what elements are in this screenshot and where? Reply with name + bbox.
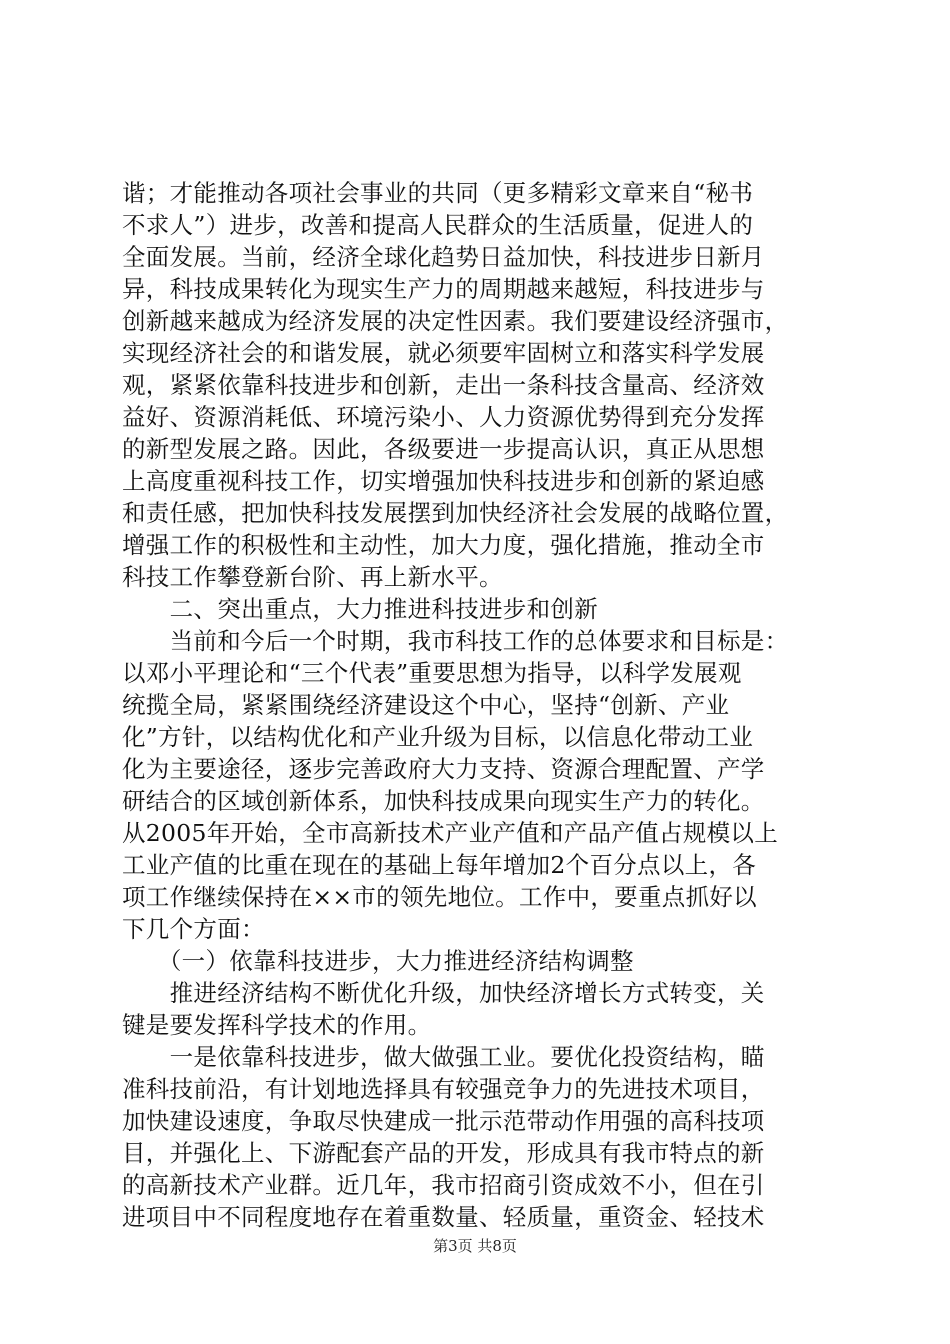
text-line: 从2005年开始，全市高新技术产业产值和产品产值占规模以上 xyxy=(122,819,779,847)
text-line: 当前和今后一个时期，我市科技工作的总体要求和目标是： xyxy=(122,627,789,655)
page-footer: 第3页 共8页 xyxy=(433,1237,517,1255)
text-line: 工业产值的比重在现在的基础上每年增加2个百分点以上，各 xyxy=(122,851,757,879)
text-line: 进项目中不同程度地存在着重数量、轻质量，重资金、轻技术 xyxy=(122,1203,765,1231)
text-line: 谐；才能推动各项社会事业的共同（更多精彩文章来自“秘书 xyxy=(122,179,754,207)
text-line: 观，紧紧依靠科技进步和创新，走出一条科技含量高、经济效 xyxy=(122,371,765,399)
document-body xyxy=(122,177,832,1233)
text-line: 益好、资源消耗低、环境污染小、人力资源优势得到充分发挥 xyxy=(122,403,765,431)
text-line: 统揽全局，紧紧围绕经济建设这个中心，坚持“创新、产业 xyxy=(122,691,730,719)
text-line: 化”方针，以结构优化和产业升级为目标，以信息化带动工业 xyxy=(122,723,754,751)
text-line: 的新型发展之路。因此，各级要进一步提高认识，真正从思想 xyxy=(122,435,765,463)
text-line: 实现经济社会的和谐发展，就必须要牢固树立和落实科学发展 xyxy=(122,339,765,367)
text-line: 异，科技成果转化为现实生产力的周期越来越短，科技进步与 xyxy=(122,275,765,303)
text-line: 推进经济结构不断优化升级，加快经济增长方式转变，关 xyxy=(122,979,765,1007)
text-line: 化为主要途径，逐步完善政府大力支持、资源合理配置、产学 xyxy=(122,755,765,783)
text-line: 全面发展。当前，经济全球化趋势日益加快，科技进步日新月 xyxy=(122,243,765,271)
section-heading: 二、突出重点，大力推进科技进步和创新 xyxy=(122,595,598,623)
text-line: 准科技前沿，有计划地选择具有较强竞争力的先进技术项目， xyxy=(122,1075,765,1103)
text-line: 和责任感，把加快科技发展摆到加快经济社会发展的战略位置， xyxy=(122,499,789,527)
text-line: 研结合的区域创新体系，加快科技成果向现实生产力的转化。 xyxy=(122,787,765,815)
text-line: 增强工作的积极性和主动性，加大力度，强化措施，推动全市 xyxy=(122,531,765,559)
text-line: 不求人”）进步，改善和提高人民群众的生活质量，促进人的 xyxy=(122,211,754,239)
text-line: 下几个方面： xyxy=(122,915,265,943)
subsection-heading: （一）依靠科技进步，大力推进经济结构调整 xyxy=(122,947,634,975)
text-line: 的高新技术产业群。近几年，我市招商引资成效不小，但在引 xyxy=(122,1171,765,1199)
text-line: 加快建设速度，争取尽快建成一批示范带动作用强的高科技项 xyxy=(122,1107,765,1135)
text-line: 键是要发挥科学技术的作用。 xyxy=(122,1011,432,1039)
text-line: 以邓小平理论和“三个代表”重要思想为指导，以科学发展观 xyxy=(122,659,742,687)
text-line: 科技工作攀登新台阶、再上新水平。 xyxy=(122,563,503,591)
text-line: 上高度重视科技工作，切实增强加快科技进步和创新的紧迫感 xyxy=(122,467,765,495)
text-line: 项工作继续保持在××市的领先地位。工作中，要重点抓好以 xyxy=(122,883,757,911)
text-line: 一是依靠科技进步，做大做强工业。要优化投资结构，瞄 xyxy=(122,1043,765,1071)
text-line: 目，并强化上、下游配套产品的开发，形成具有我市特点的新 xyxy=(122,1139,765,1167)
text-line: 创新越来越成为经济发展的决定性因素。我们要建设经济强市， xyxy=(122,307,789,335)
